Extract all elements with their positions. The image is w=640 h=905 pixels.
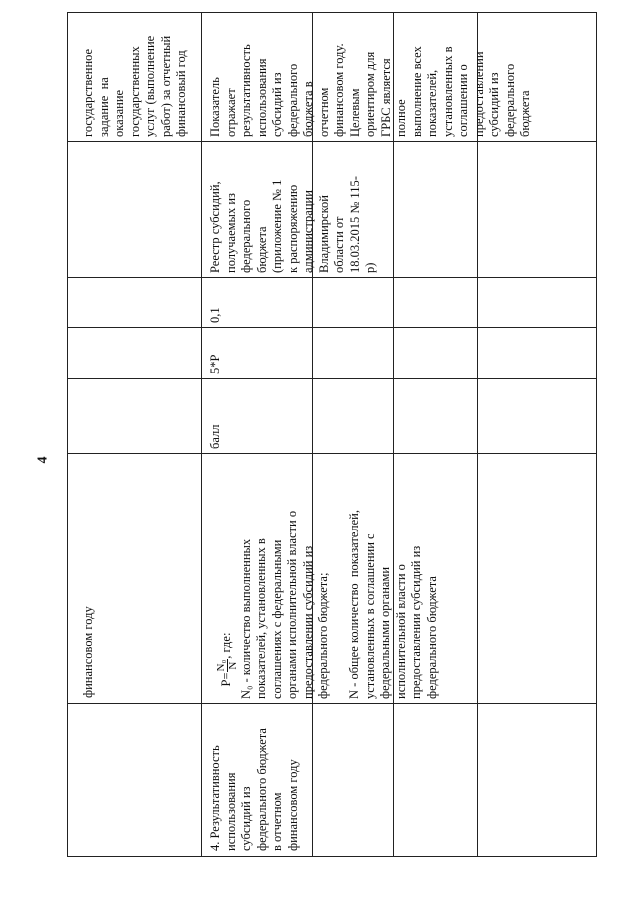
column-divider (312, 13, 313, 856)
row-divider (68, 453, 596, 454)
column-divider (477, 13, 478, 856)
row-divider (68, 327, 596, 328)
row-divider (68, 277, 596, 278)
top-row-name-continuation: финансовом году (81, 606, 95, 698)
formula-cell (200, 510, 456, 699)
comment-cell: Показатель отражает результативность использования субсидий из федерального бюджета в отчетном финансовом году. Целевым ориентиром для ГРБС является полное выполнение всех показателей, установленных в соглашении о предоставлении субсидий из федерального бюджета (208, 43, 532, 137)
weight-cell: 0,1 (208, 307, 222, 323)
column-divider (393, 13, 394, 856)
formula: P= N₀ N , где: (214, 632, 239, 687)
indicator-name: 4. Результативность использования субсидий из федерального бюджета в отчетном финансовом году (208, 728, 300, 851)
unit-cell: балл (208, 424, 222, 449)
score-cell: 5*P (208, 354, 222, 374)
page-number: 4 (35, 456, 51, 464)
source-cell: Реестр субсидий, получаемых из федерального бюджета (приложение № 1 к распоряжению администрации Владимирской области от 18.03.2015 № 115- р) (208, 176, 377, 273)
formula-description: N₀ - количество выполненных показателей, установленных в соглашениях с федеральными органами исполнительной власти о предоставлении субсидий из федерального бюджета; N - общее количество показателей, установленных в соглашении с федеральными органами исполнительной власти о предоставлении субсидий из федерального бюджета (238, 510, 439, 699)
row-divider (68, 703, 596, 704)
top-row-comment-continuation: государственное задание на оказание государственных услуг (выполнение работ) за отчетный финансовый год (81, 35, 188, 137)
column-divider (201, 13, 202, 856)
formula-fraction: N₀ N (214, 659, 239, 672)
row-divider (68, 378, 596, 379)
indicator-table (67, 12, 597, 857)
row-divider (68, 141, 596, 142)
